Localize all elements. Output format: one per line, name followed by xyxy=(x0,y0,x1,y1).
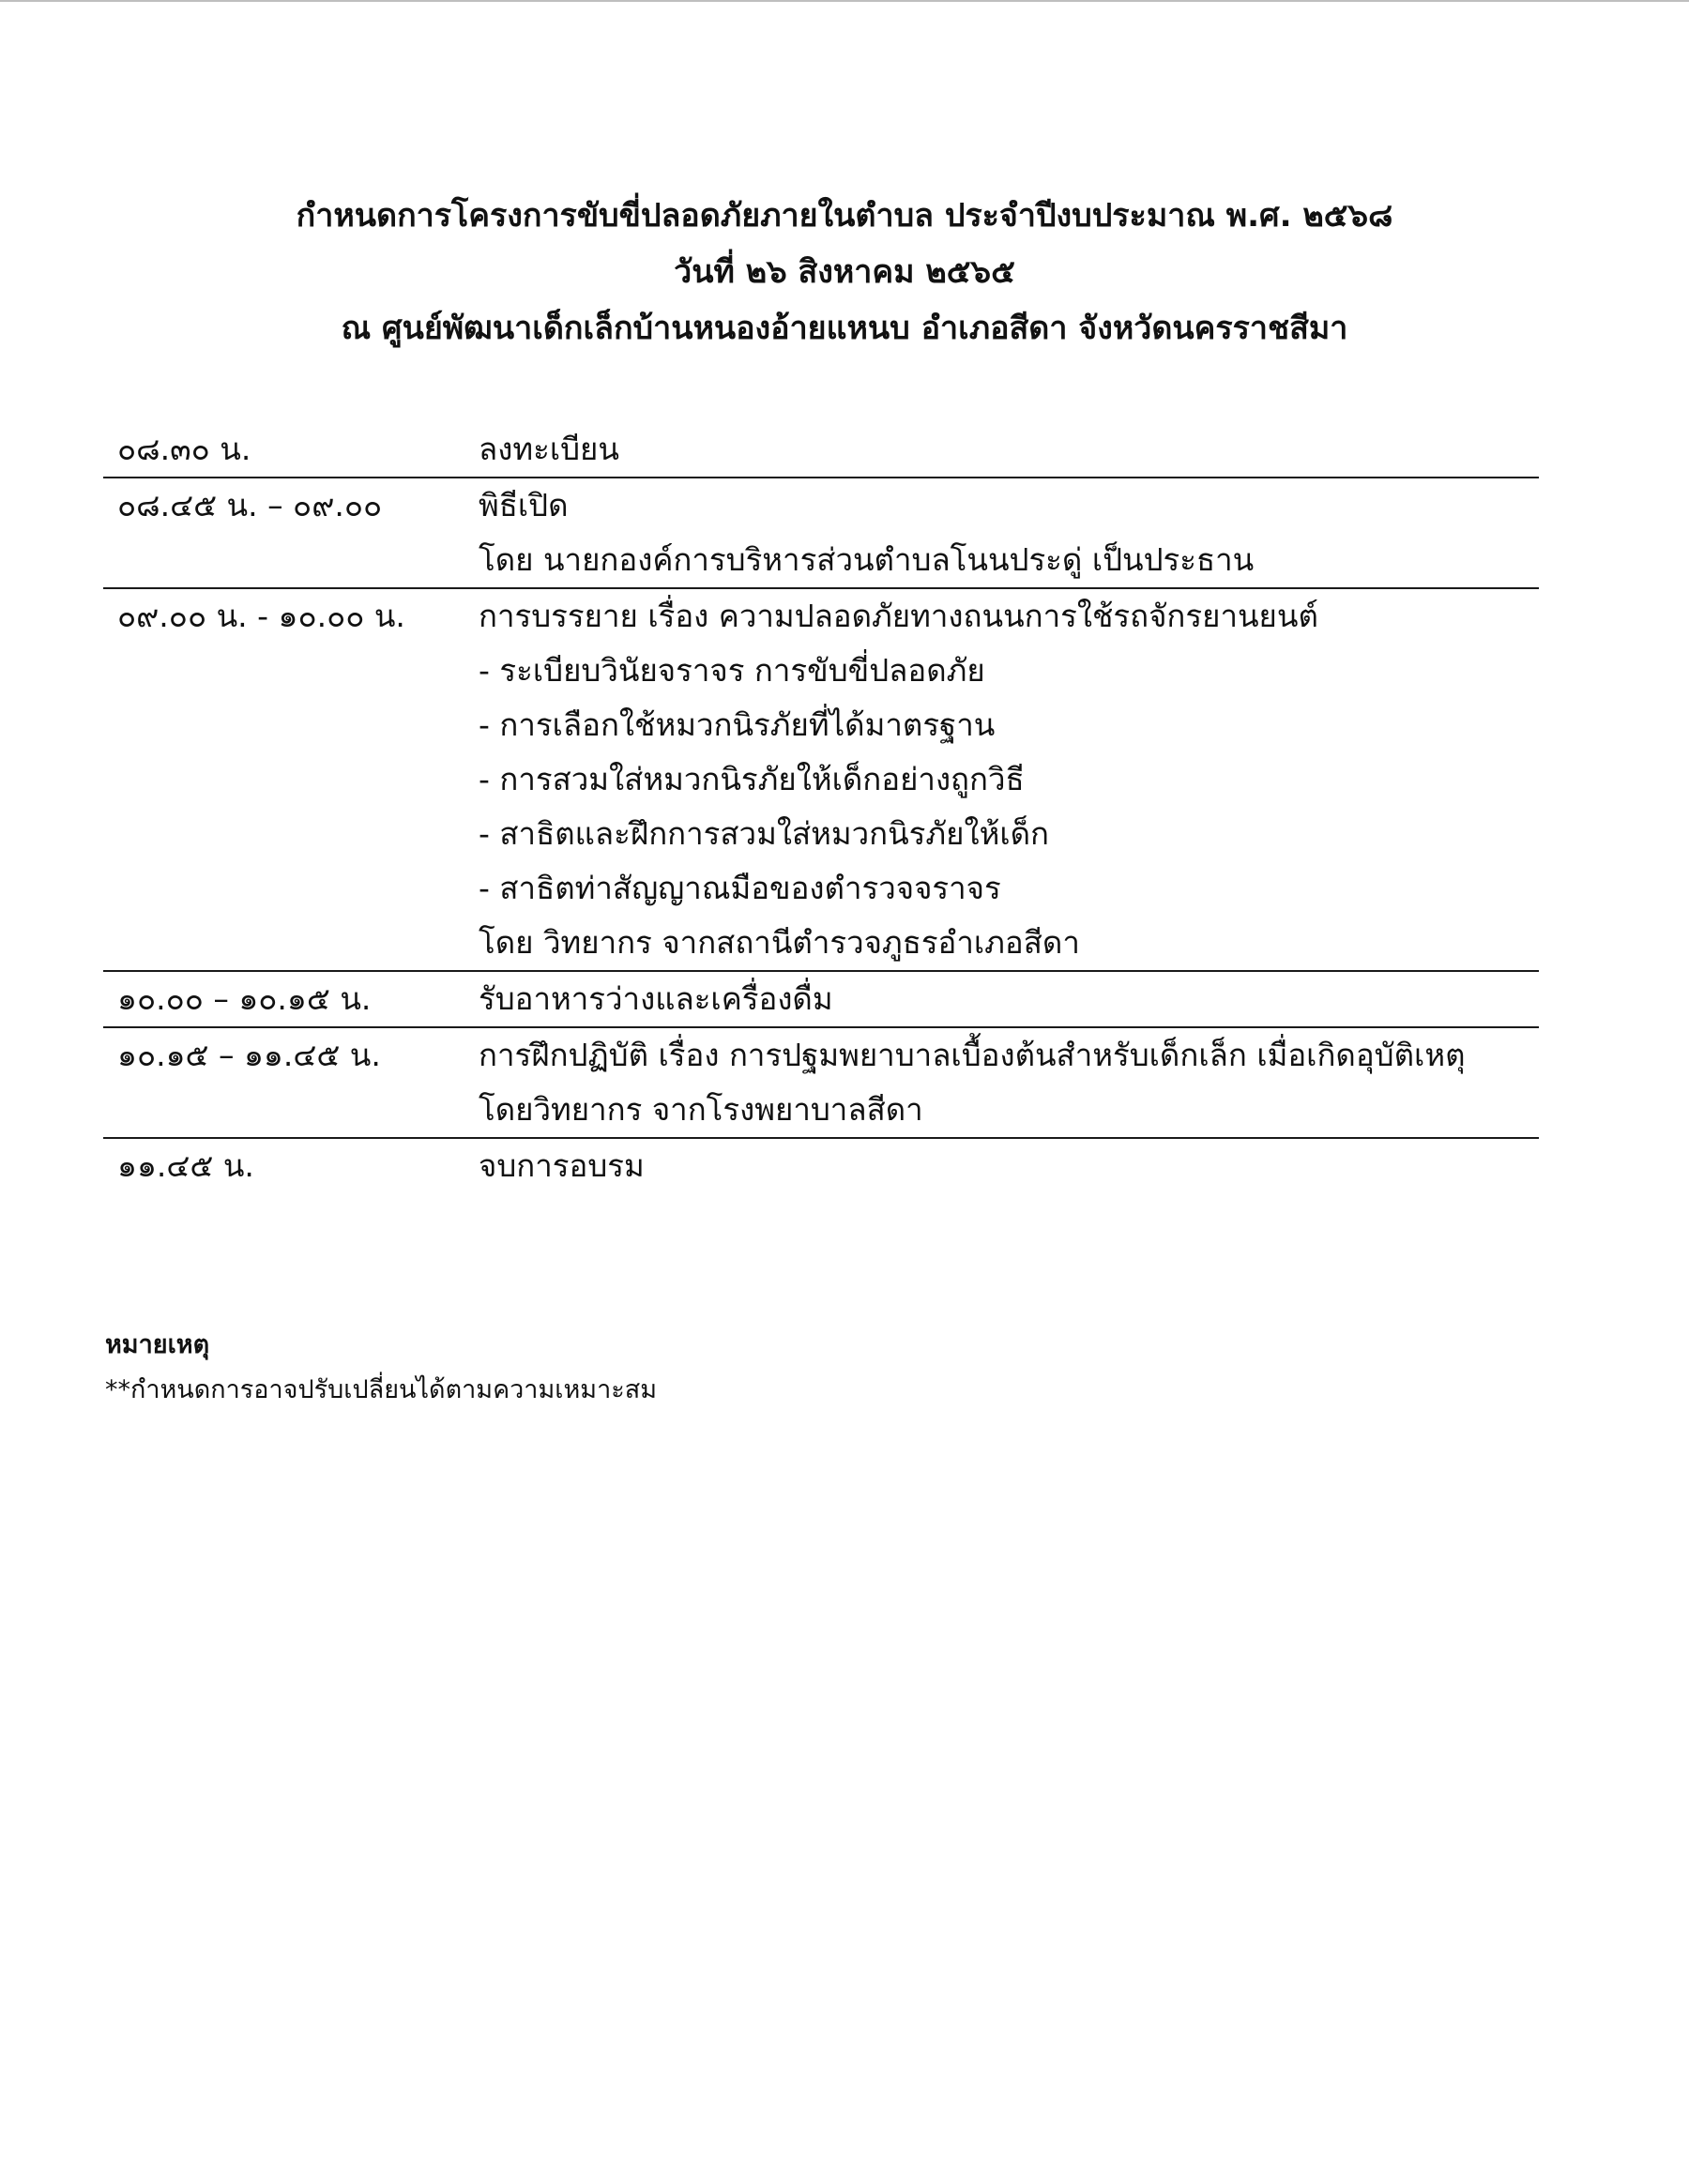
schedule-detail-line: การฝึกปฏิบัติ เรื่อง การปฐมพยาบาลเบื้องต้นสำหรับเด็กเล็ก เมื่อเกิดอุบัติเหตุ xyxy=(479,1037,1466,1073)
schedule-time: ๐๙.๐๐ น. - ๑๐.๐๐ น. xyxy=(117,598,405,634)
schedule-detail xyxy=(479,422,1539,477)
schedule-detail-line: - การสวมใส่หมวกนิรภัยให้เด็กอย่างถูกวิธี xyxy=(479,761,1025,797)
schedule-row xyxy=(103,589,1539,972)
schedule-detail-line: โดย วิทยากร จากสถานีตำรวจภูธรอำเภอสีดา xyxy=(479,924,1080,961)
schedule-detail-line: โดยวิทยากร จากโรงพยาบาลสีดา xyxy=(479,1091,923,1128)
title-line-1: กำหนดการโครงการขับขี่ปลอดภัยภายในตำบล ประจำปีงบประมาณ พ.ศ. ๒๕๖๘ xyxy=(296,197,1393,235)
schedule-row xyxy=(103,1139,1539,1193)
schedule-detail-line: จบการอบรม xyxy=(479,1147,645,1184)
schedule-detail xyxy=(479,589,1539,970)
schedule-row xyxy=(103,478,1539,589)
notes-text: **กำหนดการอาจปรับเปลี่ยนได้ตามความเหมาะสม xyxy=(105,1375,658,1404)
schedule-detail-line: - ระเบียบวินัยจราจร การขับขี่ปลอดภัย xyxy=(479,652,985,689)
schedule-detail-line: โดย นายกองค์การบริหารส่วนตำบลโนนประดู่ เป็นประธาน xyxy=(479,541,1255,578)
schedule-detail-line: - สาธิตท่าสัญญาณมือของตำรวจจราจร xyxy=(479,870,1001,906)
schedule-detail-line: ลงทะเบียน xyxy=(479,431,619,467)
top-border xyxy=(0,0,1689,2)
title-line-2: วันที่ ๒๖ สิงหาคม ๒๕๖๕ xyxy=(674,253,1015,291)
schedule-detail-line: รับอาหารว่างและเครื่องดื่ม xyxy=(479,980,833,1017)
schedule-detail-line: - สาธิตและฝึกการสวมใส่หมวกนิรภัยให้เด็ก xyxy=(479,815,1050,852)
document-header xyxy=(0,188,1689,356)
schedule-time: ๑๐.๐๐ – ๑๐.๑๕ น. xyxy=(117,980,372,1017)
schedule-time: ๐๘.๓๐ น. xyxy=(117,431,251,467)
schedule-detail-line: พิธีเปิด xyxy=(479,487,569,523)
notes-title: หมายเหตุ xyxy=(105,1330,210,1359)
schedule-row xyxy=(103,1028,1539,1139)
schedule-time: ๑๑.๔๕ น. xyxy=(117,1147,254,1184)
schedule-detail xyxy=(479,1139,1539,1193)
schedule-table xyxy=(103,422,1539,1193)
schedule-time: ๑๐.๑๕ – ๑๑.๔๕ น. xyxy=(117,1037,381,1073)
schedule-detail-line: การบรรยาย เรื่อง ความปลอดภัยทางถนนการใช้รถจักรยานยนต์ xyxy=(479,598,1318,634)
notes-section xyxy=(105,1323,657,1413)
schedule-detail-line: - การเลือกใช้หมวกนิรภัยที่ได้มาตรฐาน xyxy=(479,706,996,743)
schedule-row xyxy=(103,972,1539,1028)
schedule-detail xyxy=(479,478,1539,587)
schedule-row xyxy=(103,422,1539,478)
schedule-detail xyxy=(479,972,1539,1026)
title-line-3: ณ ศูนย์พัฒนาเด็กเล็กบ้านหนองอ้ายแหนบ อำเภอสีดา จังหวัดนครราชสีมา xyxy=(341,310,1348,347)
schedule-time: ๐๘.๔๕ น. – ๐๙.๐๐ xyxy=(117,487,383,523)
schedule-detail xyxy=(479,1028,1539,1137)
